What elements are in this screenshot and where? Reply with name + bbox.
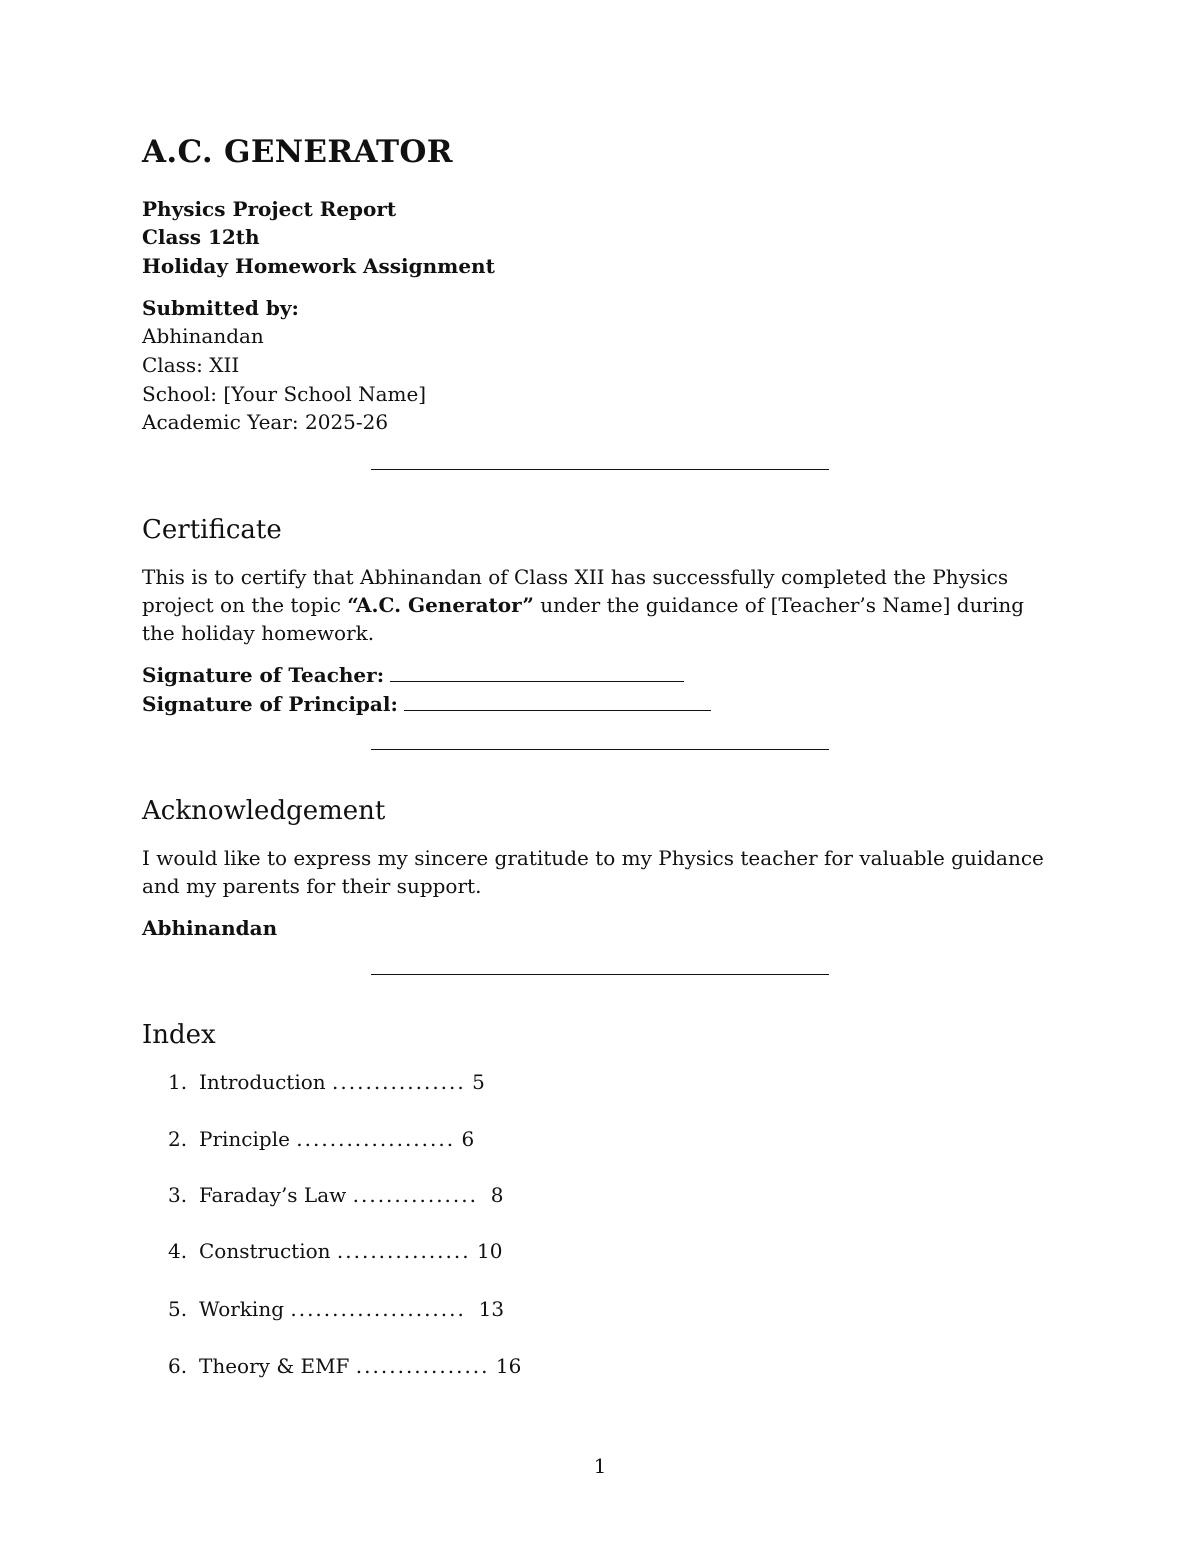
index-item-theory-emf xyxy=(168,1352,521,1380)
student-name: Abhinandan xyxy=(142,324,264,348)
section-divider xyxy=(371,469,829,470)
assignment-line: Holiday Homework Assignment xyxy=(142,254,495,278)
index-item-number: 5. xyxy=(168,1297,188,1321)
index-item-number: 1. xyxy=(168,1070,188,1094)
section-divider xyxy=(371,749,829,750)
acknowledgement-text: I would like to express my sincere gratitude to my Physics teacher for valuable guidance and my parents for their support. xyxy=(142,846,1044,898)
index-item-page: 5 xyxy=(472,1070,485,1094)
submitted-by-label: Submitted by: xyxy=(142,296,299,320)
principal-signature-line xyxy=(404,694,711,711)
index-item-page: 13 xyxy=(478,1297,505,1321)
principal-signature-label: Signature of Principal: xyxy=(142,692,398,716)
index-item-label: Faraday’s Law xyxy=(199,1183,347,1207)
index-item-label: Introduction xyxy=(199,1070,326,1094)
certificate-text-start: This is to certify that Abhinandan of Class XII has successfully completed the Physics project on the topic xyxy=(142,565,1009,617)
class-line: Class 12th xyxy=(142,225,260,249)
index-item-leader: ..................... xyxy=(290,1297,466,1321)
index-item-page: 10 xyxy=(476,1239,503,1263)
document-title: A.C. GENERATOR xyxy=(142,134,453,170)
index-item-leader: ................ xyxy=(336,1239,471,1263)
index-item-number: 4. xyxy=(168,1239,188,1263)
index-item-working xyxy=(168,1295,504,1323)
index-item-label: Construction xyxy=(199,1239,331,1263)
certificate-text-end: under the guidance of [Teacher’s Name] during the holiday homework. xyxy=(142,593,1025,645)
index-item-page: 6 xyxy=(461,1127,475,1151)
index-item-page: 8 xyxy=(490,1183,504,1207)
index-item-introduction xyxy=(168,1068,485,1096)
index-item-label: Principle xyxy=(199,1127,290,1151)
index-item-principle xyxy=(168,1125,474,1153)
section-divider xyxy=(371,974,829,975)
certificate-heading: Certificate xyxy=(142,515,282,545)
certificate-topic: “A.C. Generator” xyxy=(347,593,534,617)
index-item-label: Working xyxy=(199,1297,284,1321)
index-item-construction xyxy=(168,1237,502,1265)
acknowledgement-signature: Abhinandan xyxy=(142,916,278,940)
student-class: Class: XII xyxy=(142,353,240,377)
index-item-faradays-law xyxy=(168,1181,503,1209)
index-item-number: 6. xyxy=(168,1354,188,1378)
acknowledgement-heading: Acknowledgement xyxy=(142,796,386,826)
index-item-leader: ................... xyxy=(296,1127,456,1151)
index-heading: Index xyxy=(142,1020,216,1050)
academic-year: Academic Year: 2025-26 xyxy=(142,410,389,434)
index-item-label: Theory & EMF xyxy=(199,1354,350,1378)
index-item-leader: ................ xyxy=(355,1354,490,1378)
teacher-signature-row xyxy=(142,661,684,689)
certificate-text xyxy=(142,563,1062,647)
teacher-signature-line xyxy=(390,665,684,682)
page-number: 1 xyxy=(593,1454,607,1478)
index-item-leader: ............... xyxy=(352,1183,478,1207)
index-item-page: 16 xyxy=(495,1354,522,1378)
teacher-signature-label: Signature of Teacher: xyxy=(142,663,385,687)
principal-signature-row xyxy=(142,690,711,718)
index-item-number: 3. xyxy=(168,1183,188,1207)
school-name: School: [Your School Name] xyxy=(142,382,427,406)
index-item-number: 2. xyxy=(168,1127,188,1151)
index-item-leader: ................ xyxy=(332,1070,466,1094)
report-type: Physics Project Report xyxy=(142,197,397,221)
